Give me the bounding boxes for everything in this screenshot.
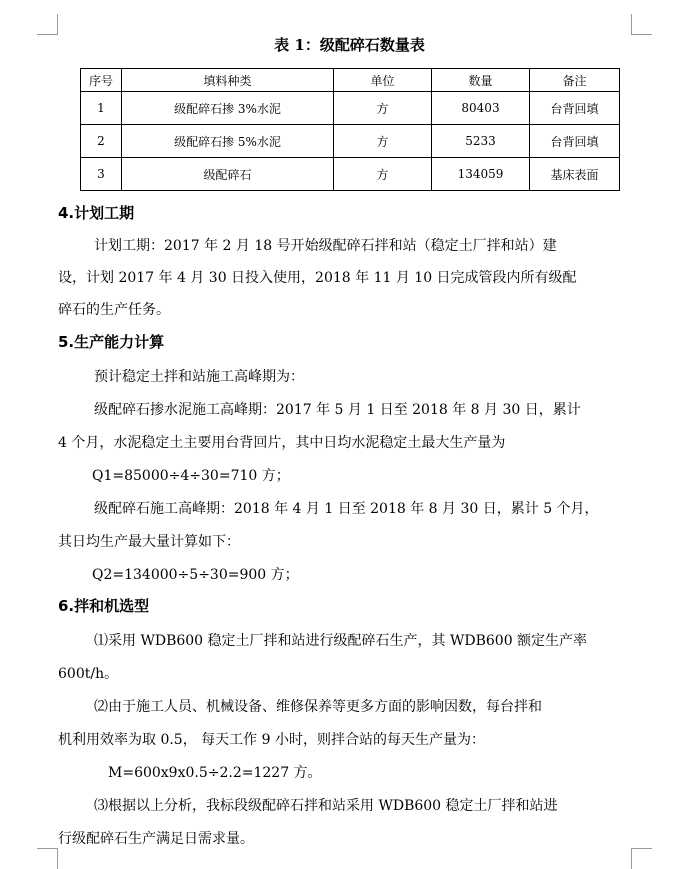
table-row	[81, 125, 620, 158]
table-cell: 3	[81, 158, 122, 191]
table-row	[81, 158, 620, 191]
page-corner-mark	[37, 848, 58, 869]
table-cell: 级配碎石	[122, 158, 334, 191]
formula-line: M=600x9x0.5÷2.2=1227 方。	[108, 765, 322, 781]
paragraph-line: 级配碎石施工高峰期：2018 年 4 月 1 日至 2018 年 8 月 30 日，累计 5 个月，	[94, 501, 599, 517]
paragraph-line: 计划工期：2017 年 2 月 18 号开始级配碎石拌和站（稳定土厂拌和站）建	[94, 238, 557, 254]
table-cell: 级配碎石掺 3%水泥	[122, 92, 334, 125]
paragraph-line: 预计稳定土拌和站施工高峰期为：	[94, 369, 304, 385]
table-cell: 80403	[432, 92, 530, 125]
page-corner-mark	[631, 848, 652, 869]
paragraph-line: ⑵由于施工人员、机械设备、维修保养等更多方面的影响因数，每台拌和	[94, 699, 542, 715]
header-cell: 单位	[334, 69, 432, 92]
paragraph-line: 600t/h。	[58, 666, 119, 682]
table-cell: 5233	[432, 125, 530, 158]
paragraph-line: 级配碎石掺水泥施工高峰期：2017 年 5 月 1 日至 2018 年 8 月 30 日，累计	[94, 402, 581, 418]
table-title: 表 1：级配碎石数量表	[274, 36, 425, 54]
table-cell: 134059	[432, 158, 530, 191]
formula-line: Q2=134000÷5÷30=900 方；	[92, 567, 299, 583]
paragraph-line: 行级配碎石生产满足日需求量。	[58, 831, 254, 847]
paragraph-line: 设，计划 2017 年 4 月 30 日投入使用，2018 年 11 月 10 日完成管段内所有级配	[58, 270, 577, 286]
paragraph-line: ⑴采用 WDB600 稳定土厂拌和站进行级配碎石生产，其 WDB600 额定生产率	[94, 633, 588, 649]
paragraph-line: ⑶根据以上分析，我标段级配碎石拌和站采用 WDB600 稳定土厂拌和站进	[94, 798, 558, 814]
table-cell: 方	[334, 158, 432, 191]
table-cell: 方	[334, 125, 432, 158]
paragraph-line: 其日均生产最大量计算如下：	[58, 534, 240, 550]
paragraph-line: 碎石的生产任务。	[58, 302, 170, 318]
paragraph-line: 机利用效率为取 0.5， 每天工作 9 小时，则拌合站的每天生产量为：	[58, 732, 485, 748]
header-cell: 备注	[530, 69, 620, 92]
section-heading: 5.生产能力计算	[58, 333, 165, 351]
table-cell: 台背回填	[530, 125, 620, 158]
quantity-table	[80, 68, 620, 191]
header-cell: 数量	[432, 69, 530, 92]
table-cell: 1	[81, 92, 122, 125]
table-header-row	[81, 69, 620, 92]
section-heading: 6.拌和机选型	[58, 597, 150, 615]
page-corner-mark	[631, 14, 652, 35]
table-row	[81, 92, 620, 125]
table-cell: 级配碎石掺 5%水泥	[122, 125, 334, 158]
header-cell: 填料种类	[122, 69, 334, 92]
table-cell: 台背回填	[530, 92, 620, 125]
table-cell: 方	[334, 92, 432, 125]
table-cell: 2	[81, 125, 122, 158]
formula-line: Q1=85000÷4÷30=710 方；	[92, 468, 290, 484]
paragraph-line: 4 个月，水泥稳定土主要用台背回片，其中日均水泥稳定土最大生产量为	[58, 435, 506, 451]
header-cell: 序号	[81, 69, 122, 92]
page-corner-mark	[37, 14, 58, 35]
section-heading: 4.计划工期	[58, 204, 135, 222]
table-cell: 基床表面	[530, 158, 620, 191]
